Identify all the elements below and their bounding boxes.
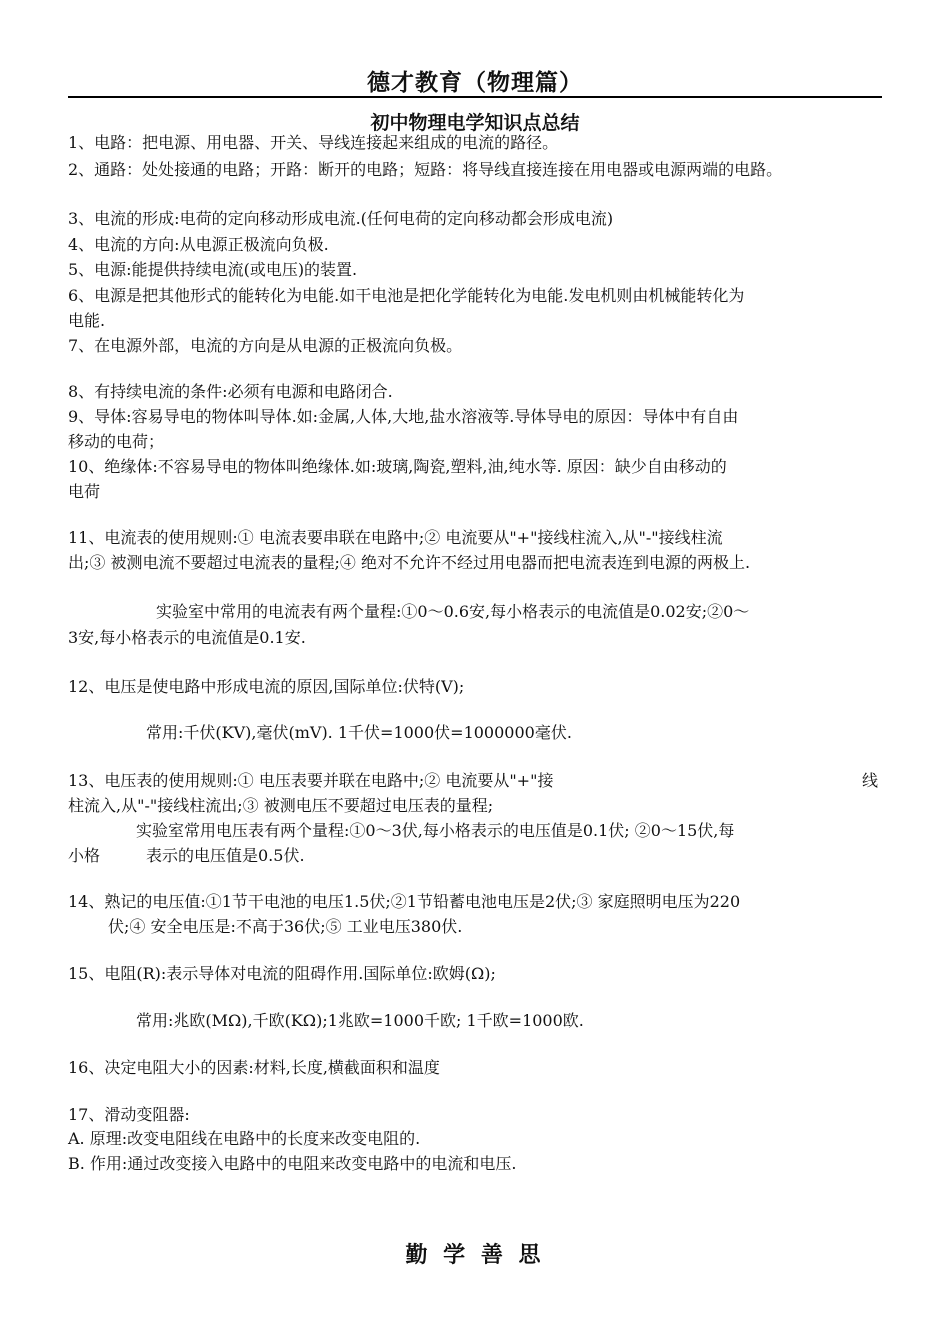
text-line: 17、滑动变阻器: (68, 1105, 190, 1124)
text-line: 实验室常用电压表有两个量程:①0～3伏,每小格表示的电压值是0.1伏; ②0～15伏,每 (136, 821, 735, 840)
text-line: A. 原理:改变电阻线在电路中的长度来改变电阻的. (68, 1129, 421, 1148)
text-line: 电荷 (68, 482, 101, 501)
text-line: 16、决定电阻大小的因素:材料,长度,横截面积和温度 (68, 1058, 440, 1077)
text-line: 9、导体:容易导电的物体叫导体.如:金属,人体,大地,盐水溶液等.导体导电的原因：导体中有自由 (68, 407, 739, 426)
document-title: 初中物理电学知识点总结 (370, 112, 580, 134)
text-line: 12、电压是使电路中形成电流的原因,国际单位:伏特(V); (68, 677, 465, 696)
text-line: 常用:兆欧(MΩ),千欧(KΩ);1兆欧=1000千欧; 1千欧=1000欧. (136, 1011, 584, 1030)
text-line: 4、电流的方向:从电源正极流向负极. (68, 235, 329, 254)
text-line: 6、电源是把其他形式的能转化为电能.如干电池是把化学能转化为电能.发电机则由机械能转化为 (68, 286, 745, 305)
text-line: 电能. (68, 311, 106, 330)
header-divider (68, 96, 882, 98)
text-line: 7、在电源外部，电流的方向是从电源的正极流向负极。 (68, 336, 463, 355)
text-line: 10、绝缘体:不容易导电的物体叫绝缘体.如:玻璃,陶瓷,塑料,油,纯水等. 原因：缺少自由移动的 (68, 457, 727, 476)
text-line: 线 (862, 771, 879, 790)
text-line: 8、有持续电流的条件:必须有电源和电路闭合. (68, 382, 393, 401)
text-line: 11、电流表的使用规则:① 电流表要串联在电路中;② 电流要从"+"接线柱流入,从"-"接线柱流 (68, 528, 723, 547)
text-line: 3、电流的形成:电荷的定向移动形成电流.(任何电荷的定向移动都会形成电流) (68, 209, 614, 228)
text-line: 伏;④ 安全电压是:不高于36伏;⑤ 工业电压380伏. (108, 917, 463, 936)
text-line: 常用:千伏(KV),毫伏(mV). 1千伏=1000伏=1000000毫伏. (146, 723, 572, 742)
text-line: 1、电路：把电源、用电器、开关、导线连接起来组成的电流的路径。 (68, 133, 559, 152)
text-line: 移动的电荷； (68, 432, 165, 451)
text-line: 出;③ 被测电流不要超过电流表的量程;④ 绝对不允许不经过用电器而把电流表连到电源的两极上. (68, 553, 751, 572)
footer-motto: 勤 学 善 思 (405, 1242, 545, 1268)
text-line: B. 作用:通过改变接入电路中的电阻来改变电路中的电流和电压. (68, 1154, 517, 1173)
text-line: 2、通路：处处接通的电路；开路：断开的电路；短路：将导线直接连接在用电器或电源两端的电路。 (68, 160, 783, 179)
text-line: 14、熟记的电压值:①1节干电池的电压1.5伏;②1节铅蓄电池电压是2伏;③ 家庭照明电压为220 (68, 892, 741, 911)
text-line: 实验室中常用的电流表有两个量程:①0～0.6安,每小格表示的电流值是0.02安;②0～ (156, 602, 750, 621)
text-line: 13、电压表的使用规则:① 电压表要并联在电路中;② 电流要从"+"接 (68, 771, 554, 790)
text-line: 5、电源:能提供持续电流(或电压)的装置. (68, 260, 358, 279)
text-line: 3安,每小格表示的电流值是0.1安. (68, 628, 306, 647)
header-title: 德才教育（物理篇） (367, 69, 583, 96)
text-line: 表示的电压值是0.5伏. (146, 846, 305, 865)
text-line: 15、电阻(R):表示导体对电流的阻碍作用.国际单位:欧姆(Ω); (68, 964, 496, 983)
text-line: 柱流入,从"-"接线柱流出;③ 被测电压不要超过电压表的量程; (68, 796, 494, 815)
text-line: 小格 (68, 846, 101, 865)
